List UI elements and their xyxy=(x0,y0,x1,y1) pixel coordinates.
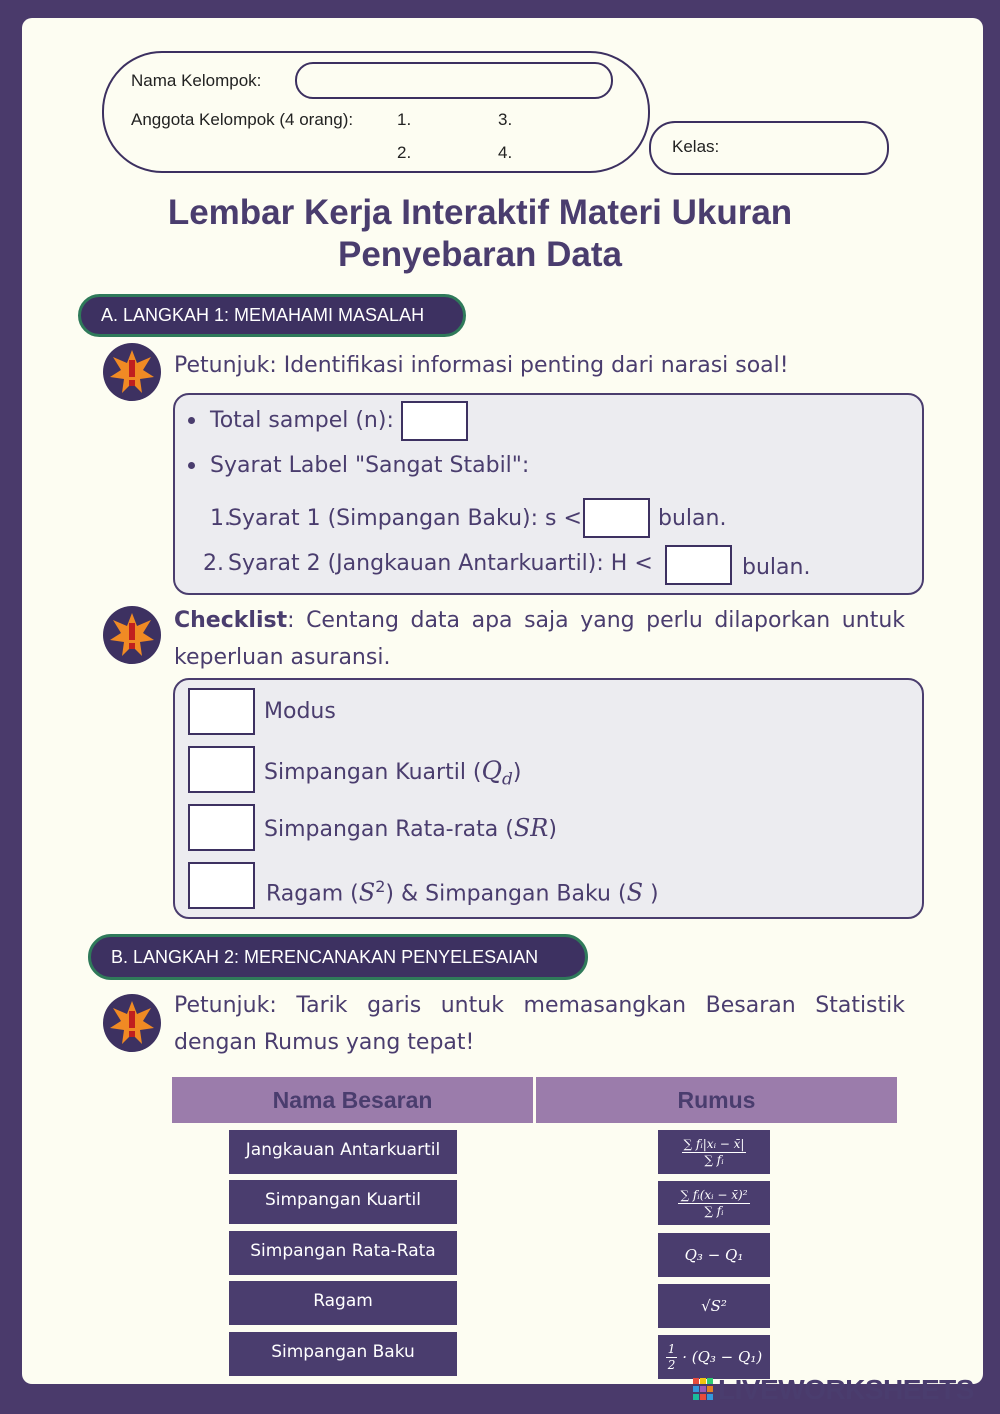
checkbox-modus[interactable] xyxy=(188,688,255,735)
section-b-instruction-line1: Petunjuk: Tarik garis untuk memasangkan Besaran Statistik xyxy=(174,993,905,1018)
section-a-heading: A. LANGKAH 1: MEMAHAMI MASALAH xyxy=(78,294,466,337)
liveworksheets-logo-icon xyxy=(693,1378,713,1400)
condition-1-number: 1. xyxy=(210,506,231,531)
bullet-dot xyxy=(188,417,195,424)
match-formula-mean-deviation[interactable]: $\frac{\text{∑ fᵢ|xᵢ − x̄|}}{\text{∑ fᵢ}}$ xyxy=(658,1130,770,1174)
class-label: Kelas: xyxy=(672,137,720,156)
option-simpangan-rata-rata: Simpangan Rata-rata (SR) xyxy=(264,814,557,842)
match-name-ragam[interactable]: Ragam xyxy=(229,1281,457,1325)
checklist-instruction-line1 xyxy=(174,602,905,639)
warning-icon xyxy=(103,606,161,664)
member-number-1: 1. xyxy=(397,110,412,129)
warning-icon xyxy=(103,343,161,401)
match-name-jangkauan-antarkuartil[interactable]: Jangkauan Antarkuartil xyxy=(229,1130,457,1174)
table-header-formula: Rumus xyxy=(536,1077,897,1123)
bullet-dot xyxy=(188,462,195,469)
stable-criteria-label: Syarat Label "Sangat Stabil": xyxy=(210,453,530,478)
sample-size-label: Total sampel (n): xyxy=(210,408,394,433)
section-b-instruction-line2: dengan Rumus yang tepat! xyxy=(174,1030,475,1055)
condition-2-number: 2. xyxy=(203,551,224,576)
checkbox-simpangan-kuartil[interactable] xyxy=(188,746,255,793)
checkbox-ragam-simpangan-baku[interactable] xyxy=(188,862,255,909)
iqr-threshold-input[interactable] xyxy=(665,545,732,585)
sample-size-input[interactable] xyxy=(401,401,468,441)
condition-2-label: Syarat 2 (Jangkauan Antarkuartil): H < xyxy=(228,551,653,576)
unit-label: bulan. xyxy=(658,506,727,531)
match-name-simpangan-kuartil[interactable]: Simpangan Kuartil xyxy=(229,1180,457,1224)
section-a-instruction: Petunjuk: Identifikasi informasi penting dari narasi soal! xyxy=(174,353,789,378)
unit-label: bulan. xyxy=(742,555,811,580)
page-title-line2: Penyebaran Data xyxy=(337,235,623,274)
checklist-bold: Checklist xyxy=(174,608,288,633)
match-name-simpangan-baku[interactable]: Simpangan Baku xyxy=(229,1332,457,1376)
condition-1-label: Syarat 1 (Simpangan Baku): s < xyxy=(228,506,582,531)
checklist-text: : Centang data apa saja yang perlu dilaporkan untuk xyxy=(287,608,905,633)
checklist-instruction-line2: keperluan asuransi. xyxy=(174,645,391,670)
warning-icon xyxy=(103,994,161,1052)
page-title-line1: Lembar Kerja Interaktif Materi Ukuran xyxy=(167,193,793,232)
match-name-simpangan-rata-rata[interactable]: Simpangan Rata-Rata xyxy=(229,1231,457,1275)
member-number-4: 4. xyxy=(498,143,513,162)
group-name-input[interactable] xyxy=(295,62,613,99)
table-header-name: Nama Besaran xyxy=(172,1077,533,1123)
member-number-3: 3. xyxy=(498,110,513,129)
group-name-label: Nama Kelompok: xyxy=(131,71,262,90)
match-formula-sqrt-variance[interactable]: √S² xyxy=(658,1284,770,1328)
match-formula-variance[interactable]: $\frac{\text{∑ fᵢ(xᵢ − x̄)²}}{\text{∑ fᵢ}}$ xyxy=(658,1181,770,1225)
member-number-2: 2. xyxy=(397,143,412,162)
std-dev-threshold-input[interactable] xyxy=(583,498,650,538)
checkbox-simpangan-rata-rata[interactable] xyxy=(188,804,255,851)
match-formula-iqr[interactable]: Q₃ − Q₁ xyxy=(658,1233,770,1277)
section-b-heading: B. LANGKAH 2: MERENCANAKAN PENYELESAIAN xyxy=(88,934,588,980)
option-ragam-simpangan-baku: Ragam $(S^2)$ & Simpangan Baku (S ) xyxy=(266,877,659,907)
option-simpangan-kuartil: Simpangan Kuartil $(Q_d)$ xyxy=(264,756,522,790)
members-label: Anggota Kelompok (4 orang): xyxy=(131,110,354,129)
option-modus: Modus xyxy=(264,699,336,724)
match-formula-quartile-deviation[interactable]: $\frac{1}{2}$ · (Q₃ − Q₁) xyxy=(658,1335,770,1379)
liveworksheets-watermark: LIVEWORKSHEETS xyxy=(718,1374,974,1405)
